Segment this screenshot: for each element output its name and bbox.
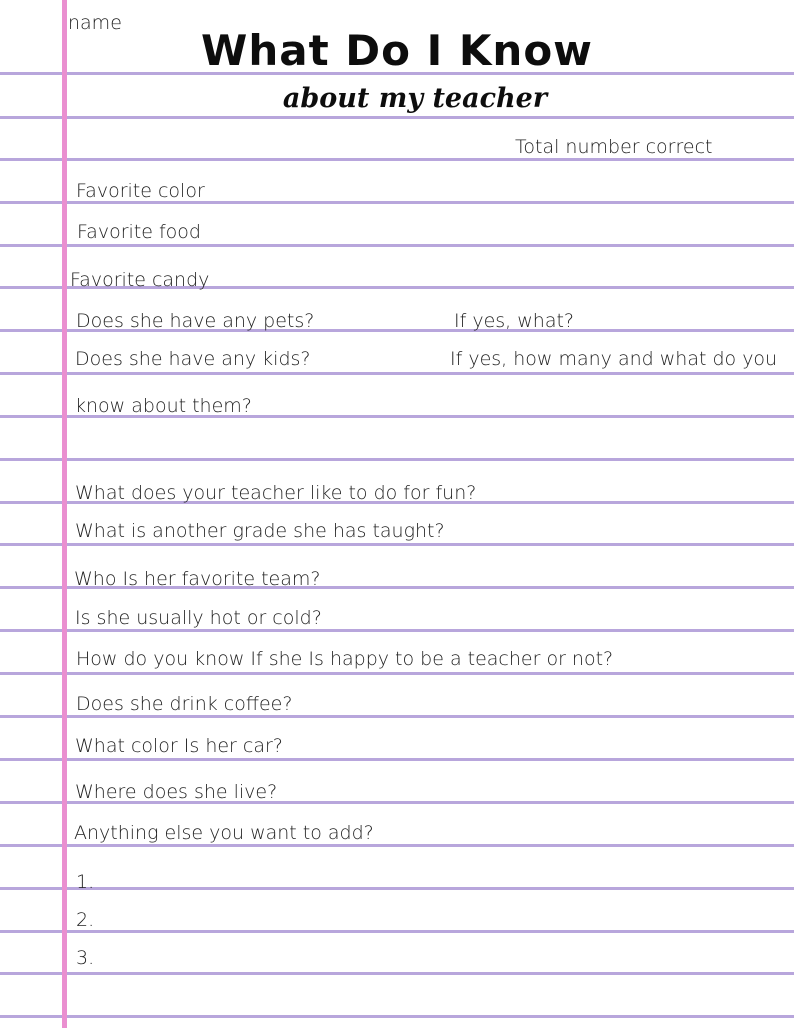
question-other-grade: What is another grade she has taught? <box>75 520 445 542</box>
ruled-line <box>0 887 794 890</box>
page-subtitle: about my teacher <box>282 83 548 114</box>
page-title: What Do I Know <box>201 26 593 75</box>
question-coffee: Does she drink coffee? <box>76 693 293 715</box>
question-favorite-team: Who Is her favorite team? <box>74 568 321 590</box>
question-pets-followup: If yes, what? <box>454 310 575 332</box>
question-happy-teacher: How do you know If she Is happy to be a teacher or not? <box>76 648 614 670</box>
ruled-line <box>0 158 794 161</box>
ruled-line <box>0 1015 794 1018</box>
ruled-line <box>0 629 794 632</box>
question-kids: Does she have any kids? <box>75 348 311 370</box>
ruled-line <box>0 972 794 975</box>
question-pets: Does she have any pets? <box>76 310 315 332</box>
margin-line <box>62 0 67 1028</box>
ruled-line <box>0 844 794 847</box>
question-hot-or-cold: Is she usually hot or cold? <box>75 607 322 629</box>
name-label: name <box>68 12 122 34</box>
ruled-line <box>0 715 794 718</box>
question-favorite-color: Favorite color <box>76 180 205 202</box>
ruled-line <box>0 116 794 119</box>
ruled-line <box>0 372 794 375</box>
ruled-line <box>0 458 794 461</box>
numbered-item-1: 1. <box>76 871 95 893</box>
ruled-line <box>0 244 794 247</box>
ruled-line <box>0 758 794 761</box>
ruled-line <box>0 930 794 933</box>
question-favorite-food: Favorite food <box>77 221 201 243</box>
question-car-color: What color Is her car? <box>75 735 283 757</box>
ruled-line <box>0 543 794 546</box>
total-correct-label: Total number correct <box>515 136 713 158</box>
ruled-line <box>0 672 794 675</box>
question-fun: What does your teacher like to do for fun? <box>75 482 477 504</box>
question-kids-followup-continued: know about them? <box>75 395 252 417</box>
question-anything-else: Anything else you want to add? <box>74 822 374 844</box>
question-kids-followup: If yes, how many and what do you <box>450 348 778 370</box>
numbered-item-3: 3. <box>76 947 95 969</box>
numbered-item-2: 2. <box>76 909 95 931</box>
question-where-live: Where does she live? <box>75 781 278 803</box>
question-favorite-candy: Favorite candy <box>70 269 210 291</box>
